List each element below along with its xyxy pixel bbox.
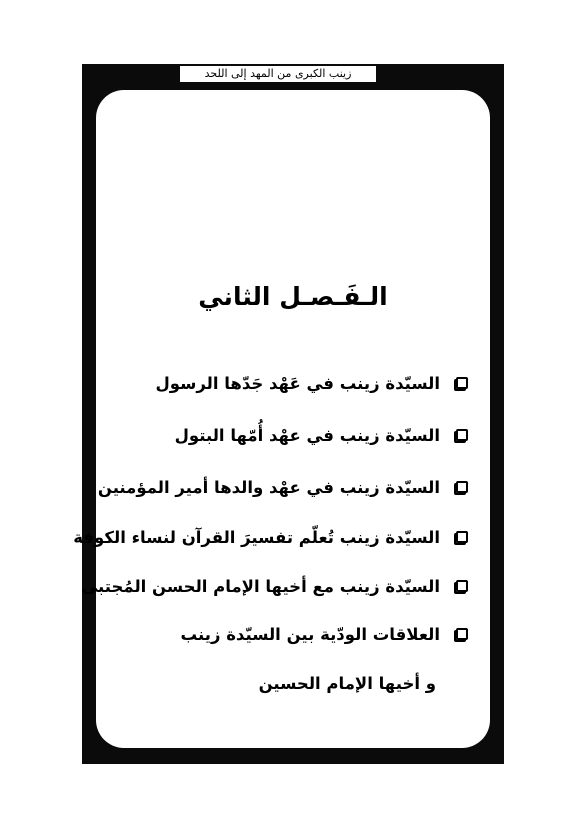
toc-item-label: السيّدة زينب تُعلّم تفسيرَ القرآن لنساء الكوفة	[73, 527, 440, 547]
checkbox-icon	[456, 531, 468, 543]
toc-item	[110, 420, 468, 450]
toc-item	[73, 522, 468, 552]
checkbox-icon	[456, 481, 468, 493]
content-panel	[96, 90, 490, 748]
toc-item-label: السيّدة زينب في عهْد أُمّها البتول	[174, 425, 440, 445]
toc-item	[97, 472, 468, 502]
checkbox-icon	[456, 580, 468, 592]
checkbox-icon	[456, 628, 468, 640]
chapter-title: الـفَـصـل الثاني	[198, 282, 388, 311]
toc-item-continuation: و أخيها الإمام الحسين	[258, 674, 436, 693]
toc-item-label: السيّدة زينب مع أخيها الإمام الحسن المُجتبى	[81, 576, 440, 596]
toc-item	[110, 619, 468, 649]
checkbox-icon	[456, 377, 468, 389]
checkbox-icon	[456, 429, 468, 441]
toc-item-label: العلاقات الودّية بين السيّدة زينب	[180, 624, 440, 644]
toc-item-label: السيّدة زينب في عَهْد جَدّها الرسول	[155, 373, 440, 393]
toc-item	[110, 368, 468, 398]
toc-item	[81, 571, 468, 601]
toc-item-label: السيّدة زينب في عهْد والدها أمير المؤمنين	[97, 477, 440, 497]
running-header: زينب الكبرى من المهد إلى اللحد	[180, 66, 376, 82]
